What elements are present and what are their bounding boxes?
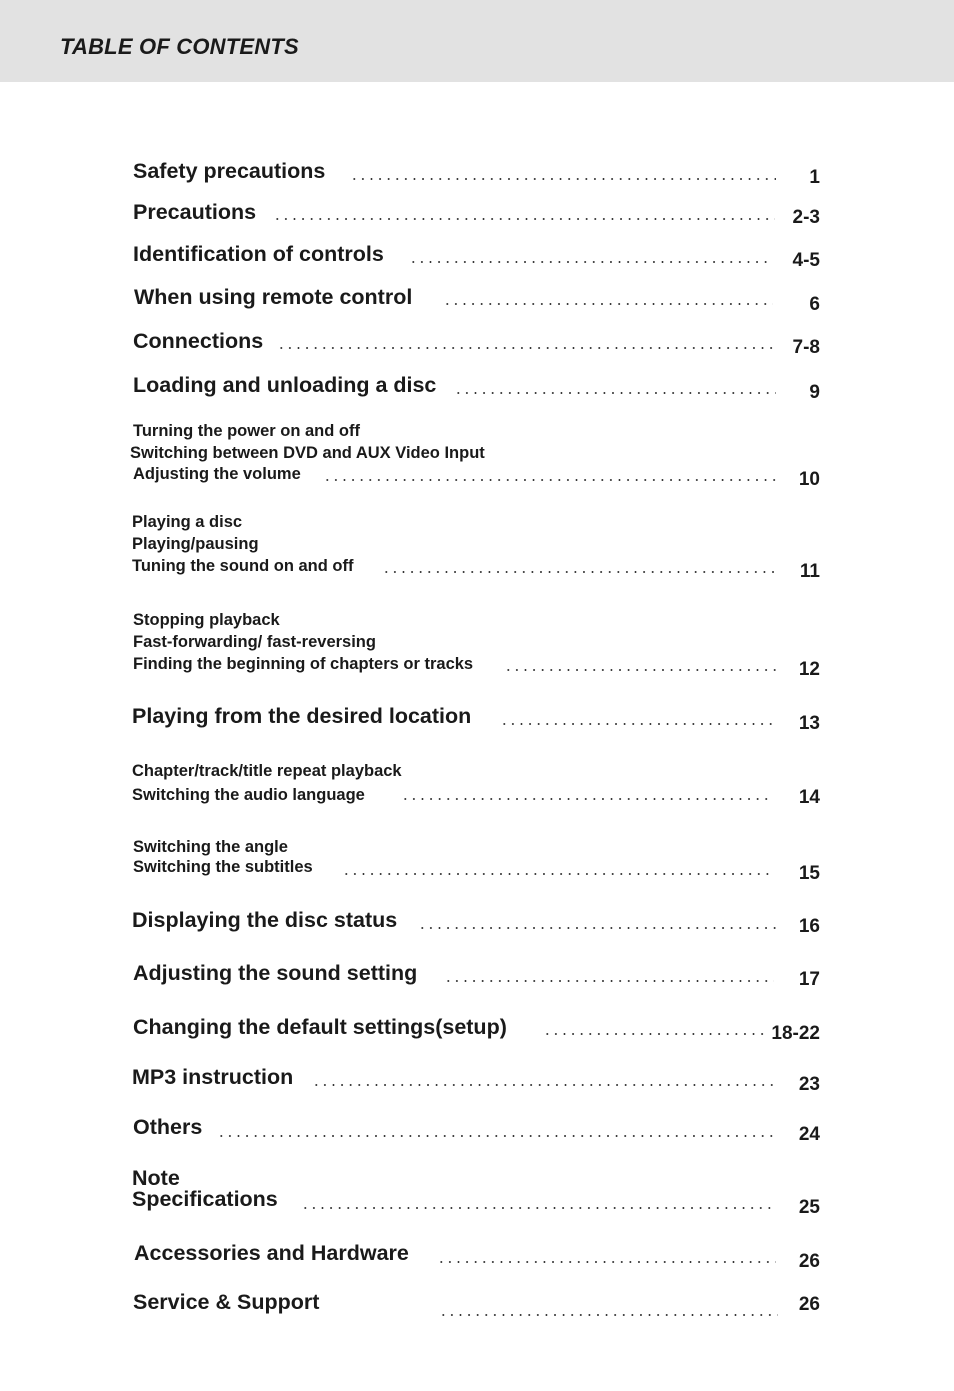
dot-leader (543, 1033, 767, 1035)
dot-leader (323, 479, 776, 481)
toc-entry-fast-forward-reverse: Fast-forwarding/ fast-reversing (133, 633, 376, 651)
dot-leader (437, 1261, 776, 1263)
dot-leader (342, 873, 773, 875)
toc-page-number: 15 (798, 863, 820, 884)
toc-page-number: 24 (798, 1124, 820, 1145)
dot-leader (443, 303, 773, 305)
toc-entry-finding-chapters: Finding the beginning of chapters or tracks (133, 655, 474, 673)
toc-page-number: 26 (798, 1251, 820, 1272)
toc-entry-playing-pausing: Playing/pausing (132, 535, 259, 553)
toc-entry-precautions: Precautions (133, 200, 257, 224)
toc-page-number: 18-22 (771, 1023, 820, 1044)
dot-leader (273, 218, 775, 220)
toc-entry-disc-status: Displaying the disc status (132, 908, 398, 932)
dot-leader (401, 798, 773, 800)
dot-leader (418, 927, 776, 929)
toc-entry-mp3-instruction: MP3 instruction (132, 1065, 294, 1089)
toc-entry-connections: Connections (133, 329, 264, 353)
toc-entry-loading-disc: Loading and unloading a disc (133, 373, 437, 397)
header-band (0, 0, 954, 82)
toc-entry-sound-setting: Adjusting the sound setting (133, 961, 418, 985)
toc-entry-service-support: Service & Support (133, 1290, 320, 1314)
toc-entry-playing-disc: Playing a disc (132, 513, 243, 531)
toc-entry-default-settings: Changing the default settings(setup) (133, 1015, 507, 1039)
dot-leader (301, 1207, 773, 1209)
toc-page-number: 4-5 (792, 250, 820, 271)
toc-entry-remote-control: When using remote control (134, 285, 413, 309)
toc-page-number: 2-3 (792, 207, 820, 228)
toc-page-number: 14 (798, 787, 820, 808)
dot-leader (454, 392, 776, 394)
dot-leader (350, 178, 776, 180)
toc-page-number: 13 (798, 713, 820, 734)
dot-leader (382, 571, 776, 573)
dot-leader (217, 1135, 775, 1137)
toc-page-number: 9 (809, 382, 820, 403)
page-title: TABLE OF CONTENTS (60, 34, 299, 59)
toc-page-number: 12 (798, 659, 820, 680)
toc-page-number: 16 (798, 916, 820, 937)
dot-leader (439, 1314, 778, 1316)
toc-entry-identification-of-controls: Identification of controls (133, 242, 384, 266)
toc-entry-note: Note (132, 1166, 180, 1190)
toc-page-number: 10 (798, 469, 820, 490)
dot-leader (504, 669, 776, 671)
toc-entry-stopping-playback: Stopping playback (133, 611, 280, 629)
toc-entry-desired-location: Playing from the desired location (132, 704, 472, 728)
toc-page-number: 23 (798, 1074, 820, 1095)
toc-entry-switching-angle: Switching the angle (133, 838, 288, 856)
dot-leader (312, 1084, 774, 1086)
toc-page-number: 1 (809, 167, 820, 188)
toc-entry-others: Others (133, 1115, 203, 1139)
toc-page-number: 26 (798, 1294, 820, 1315)
toc-page-number: 6 (809, 294, 820, 315)
toc-page-number: 25 (798, 1197, 820, 1218)
dot-leader (444, 980, 774, 982)
toc-entry-repeat-playback: Chapter/track/title repeat playback (132, 762, 402, 780)
toc-entry-audio-language: Switching the audio language (132, 786, 365, 804)
toc-entry-power-on-off: Turning the power on and off (133, 422, 360, 440)
toc-page-number: 7-8 (792, 337, 820, 358)
dot-leader (277, 347, 773, 349)
dot-leader (500, 723, 772, 725)
toc-entry-accessories-hardware: Accessories and Hardware (134, 1241, 409, 1265)
toc-entry-specifications: Specifications (132, 1187, 278, 1211)
toc-entry-sound-on-off: Tuning the sound on and off (132, 557, 354, 575)
toc-entry-safety-precautions: Safety precautions (133, 159, 326, 183)
dot-leader (409, 261, 773, 263)
toc-page-number: 11 (799, 561, 820, 582)
toc-entry-switching-subtitles: Switching the subtitles (133, 858, 313, 876)
toc-page-number: 17 (798, 969, 820, 990)
toc-entry-adjusting-volume: Adjusting the volume (133, 465, 301, 483)
toc-entry-switching-dvd-aux: Switching between DVD and AUX Video Input (130, 444, 485, 462)
